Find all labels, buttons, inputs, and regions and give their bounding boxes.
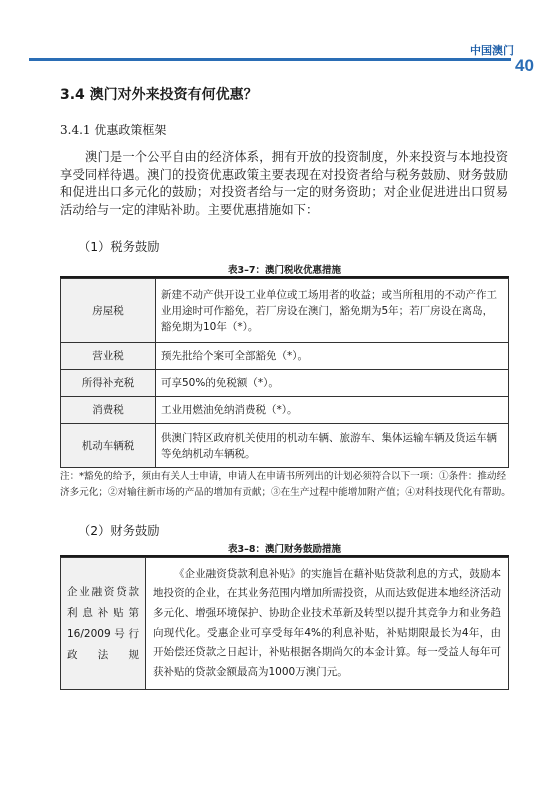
tax-table-caption: 表3–7：澳门税收优惠措施 [228, 265, 341, 276]
tax-detail-cell: 工业用燃油免纳消费税（*）。 [156, 397, 509, 424]
header-rule [29, 58, 511, 61]
table-row [61, 343, 509, 370]
tax-detail-cell: 可享50%的免税额（*）。 [156, 370, 509, 397]
table-row [61, 424, 509, 468]
page-number: 40 [515, 56, 534, 75]
finance-category-cell: 企业融资贷款利息补贴第16/2009号行政法规 [61, 558, 146, 690]
tax-category-cell: 营业税 [61, 343, 156, 370]
table-row [61, 279, 509, 343]
subsection-title: 3.4.1 优惠政策框架 [60, 123, 167, 137]
table-row [61, 370, 509, 397]
tax-detail-cell: 新建不动产供开设工业单位或工场用者的收益；或当所租用的不动产作工业用途时可作豁免，若厂房设在澳门，豁免期为5年；若厂房设在离岛，豁免期为10年（*）。 [156, 279, 509, 343]
finance-heading: （2）财务鼓励 [78, 524, 160, 538]
finance-table [60, 557, 509, 690]
tax-category-cell: 所得补充税 [61, 370, 156, 397]
tax-detail-cell: 供澳门特区政府机关使用的机动车辆、旅游车、集体运输车辆及货运车辆等免纳机动车辆税。 [156, 424, 509, 468]
table-row [61, 397, 509, 424]
table-row [61, 558, 509, 690]
tax-category-cell: 消费税 [61, 397, 156, 424]
tax-category-cell: 房屋税 [61, 279, 156, 343]
tax-heading: （1）税务鼓励 [78, 240, 160, 254]
section-title: 3.4 澳门对外来投资有何优惠？ [60, 87, 258, 103]
tax-table [60, 278, 509, 468]
intro-paragraph: 澳门是一个公平自由的经济体系，拥有开放的投资制度，外来投资与本地投资享受同样待遇。澳门的投资优惠政策主要表现在对投资者给与税务鼓励、财务鼓励和促进出口多元化的鼓励；对投资者给与一定的财务资助；对企业促进进出口贸易活动给与一定的津贴补助。主要优惠措施如下： [60, 150, 508, 217]
header-label: 中国澳门 [470, 44, 514, 57]
tax-detail-cell: 预先批给个案可全部豁免（*）。 [156, 343, 509, 370]
finance-table-caption: 表3–8：澳门财务鼓励措施 [228, 544, 341, 555]
tax-category-cell: 机动车辆税 [61, 424, 156, 468]
finance-detail-cell: 《企业融资贷款利息补贴》的实施旨在藉补贴贷款利息的方式，鼓励本地投资的企业，在其业务范围内增加所需投资，从而达致促进本地经济活动多元化、增强环境保护、协助企业技术革新及转型以提升其竞争力和业务趋向现代化。受惠企业可享受每年4%的利息补贴，补贴期限最长为4年，由开始偿还贷款之日起计，补贴根据各期尚欠的本金计算。每一受益人每年可获补贴的贷款金额最高为1000万澳门元。 [146, 558, 509, 690]
tax-note: 注：*豁免的给予，须由有关人士申请，申请人在申请书所列出的计划必须符合以下一项：①条件：推动经济多元化；②对输往新市场的产品的增加有贡献；③在生产过程中能增加附产值；④对科技现代化有帮助。 [60, 471, 511, 498]
